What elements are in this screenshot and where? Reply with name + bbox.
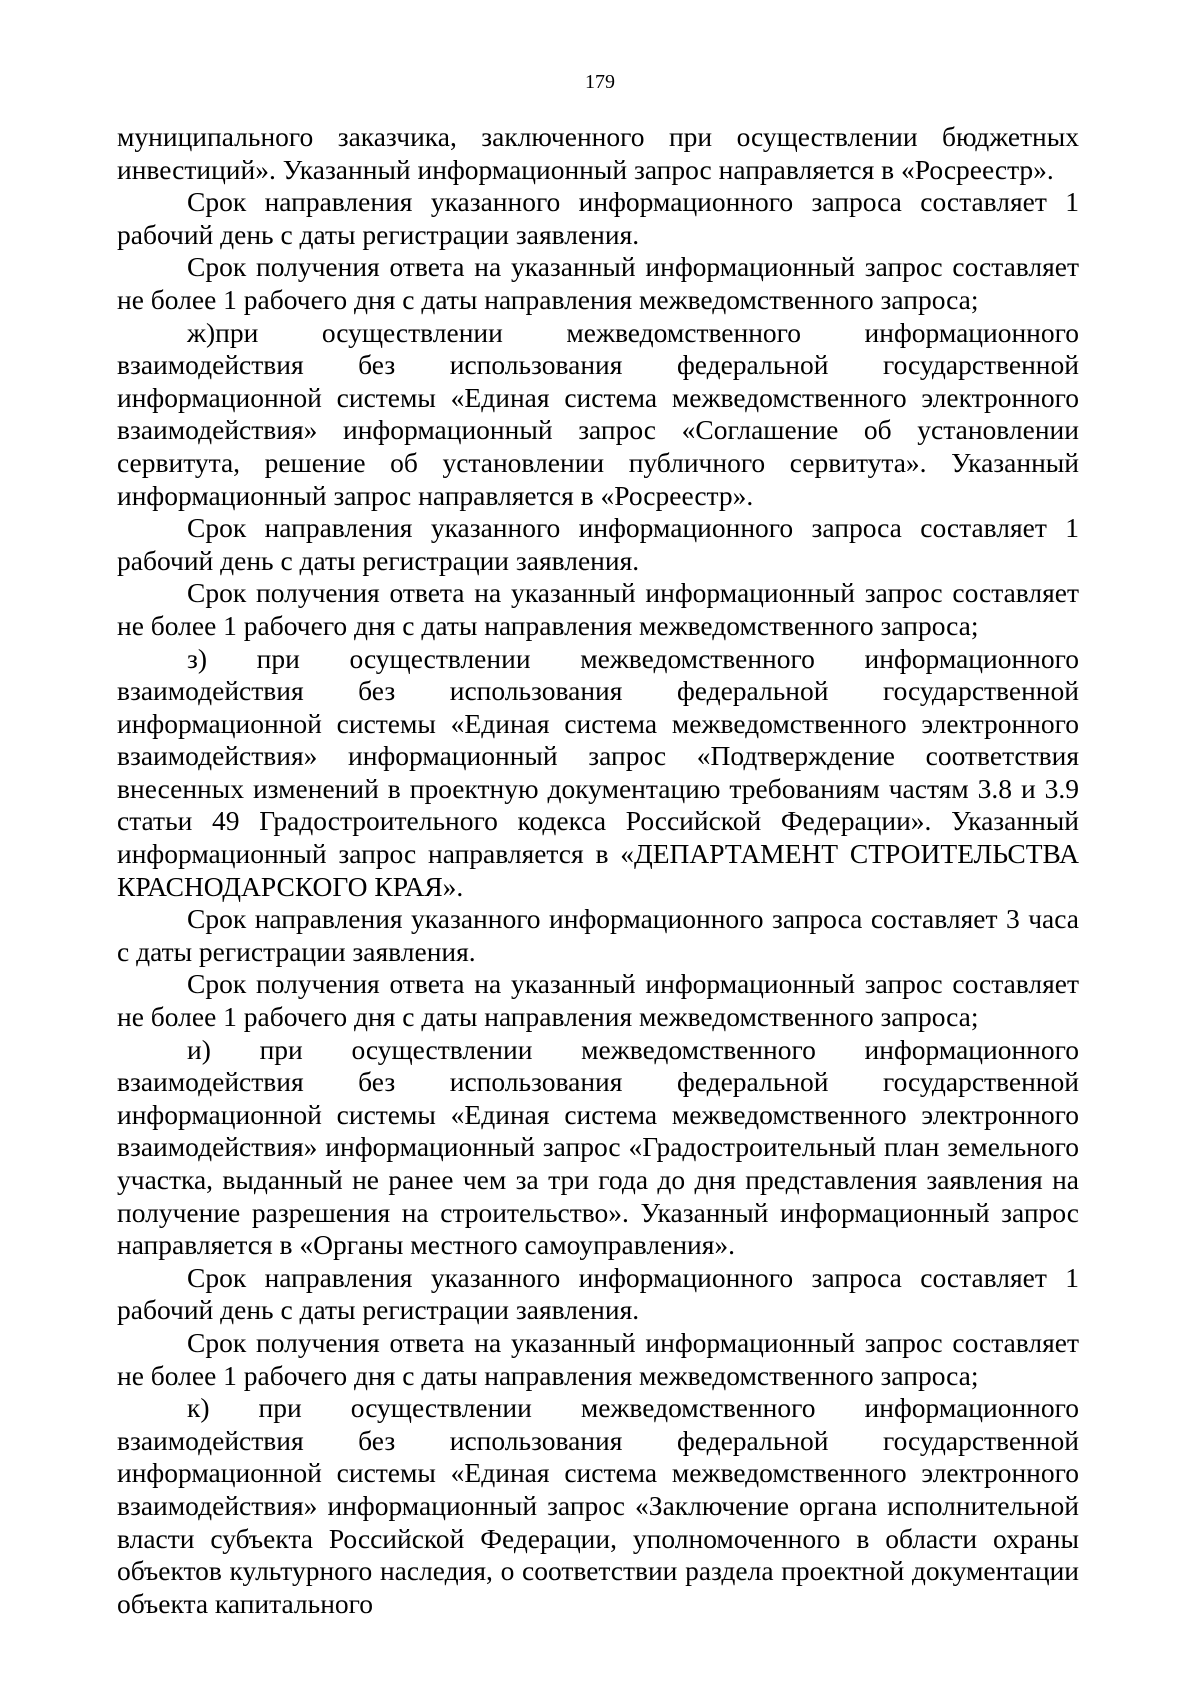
paragraph-deadline-response: Срок получения ответа на указанный информационный запрос составляет не более 1 рабочего дня с даты направления межведомственного запроса; [117, 251, 1079, 315]
paragraph-deadline-response: Срок получения ответа на указанный информационный запрос составляет не более 1 рабочего дня с даты направления межведомственного запроса; [117, 577, 1079, 641]
paragraph-deadline-send: Срок направления указанного информационного запроса составляет 1 рабочий день с даты регистрации заявления. [117, 1261, 1079, 1326]
document-body [117, 121, 1079, 1620]
paragraph-deadline-send: Срок направления указанного информационного запроса составляет 3 часа с даты регистрации заявления. [117, 903, 1079, 967]
paragraph-deadline-send: Срок направления указанного информационного запроса составляет 1 рабочий день с даты регистрации заявления. [117, 512, 1079, 576]
paragraph-deadline-send: Срок направления указанного информационного запроса составляет 1 рабочий день с даты регистрации заявления. [117, 186, 1079, 250]
paragraph-item-k: к) при осуществлении межведомственного информационного взаимодействия без использования федеральной государственной информационной системы «Единая система межведомственного электронного взаимодействия» информационный запрос «Заключение органа исполнительной власти субъекта Российской Федерации, уполномоченного в области охраны объектов культурного наследия, о соответствии раздела проектной документации объекта капитального [117, 1392, 1079, 1619]
paragraph-continuation: муниципального заказчика, заключенного при осуществлении бюджетных инвестиций». Указанный информационный запрос направляется в «Росреестр». [117, 121, 1079, 185]
page-number: 179 [585, 71, 615, 93]
paragraph-deadline-response: Срок получения ответа на указанный информационный запрос составляет не более 1 рабочего дня с даты направления межведомственного запроса; [117, 1326, 1079, 1391]
paragraph-item-z: з) при осуществлении межведомственного информационного взаимодействия без использования федеральной государственной информационной системы «Единая система межведомственного электронного взаимодействия» информационный запрос «Подтверждение соответствия внесенных изменений в проектную документацию требованиям частям 3.8 и 3.9 статьи 49 Градостроительного кодекса Российской Федерации». Указанный информационный запрос направляется в «ДЕПАРТАМЕНТ СТРОИТЕЛЬСТВА КРАСНОДАРСКОГО КРАЯ». [117, 642, 1079, 902]
paragraph-item-i: и) при осуществлении межведомственного информационного взаимодействия без использования федеральной государственной информационной системы «Единая система межведомственного электронного взаимодействия» информационный запрос «Градостроительный план земельного участка, выданный не ранее чем за три года до дня представления заявления на получение разрешения на строительство». Указанный информационный запрос направляется в «Органы местного самоуправления». [117, 1033, 1079, 1261]
paragraph-deadline-response: Срок получения ответа на указанный информационный запрос составляет не более 1 рабочего дня с даты направления межведомственного запроса; [117, 968, 1079, 1033]
paragraph-item-zh: ж)при осуществлении межведомственного информационного взаимодействия без использования федеральной государственной информационной системы «Единая система межведомственного электронного взаимодействия» информационный запрос «Соглашение об установлении сервитута, решение об установлении публичного сервитута». Указанный информационный запрос направляется в «Росреестр». [117, 316, 1079, 511]
